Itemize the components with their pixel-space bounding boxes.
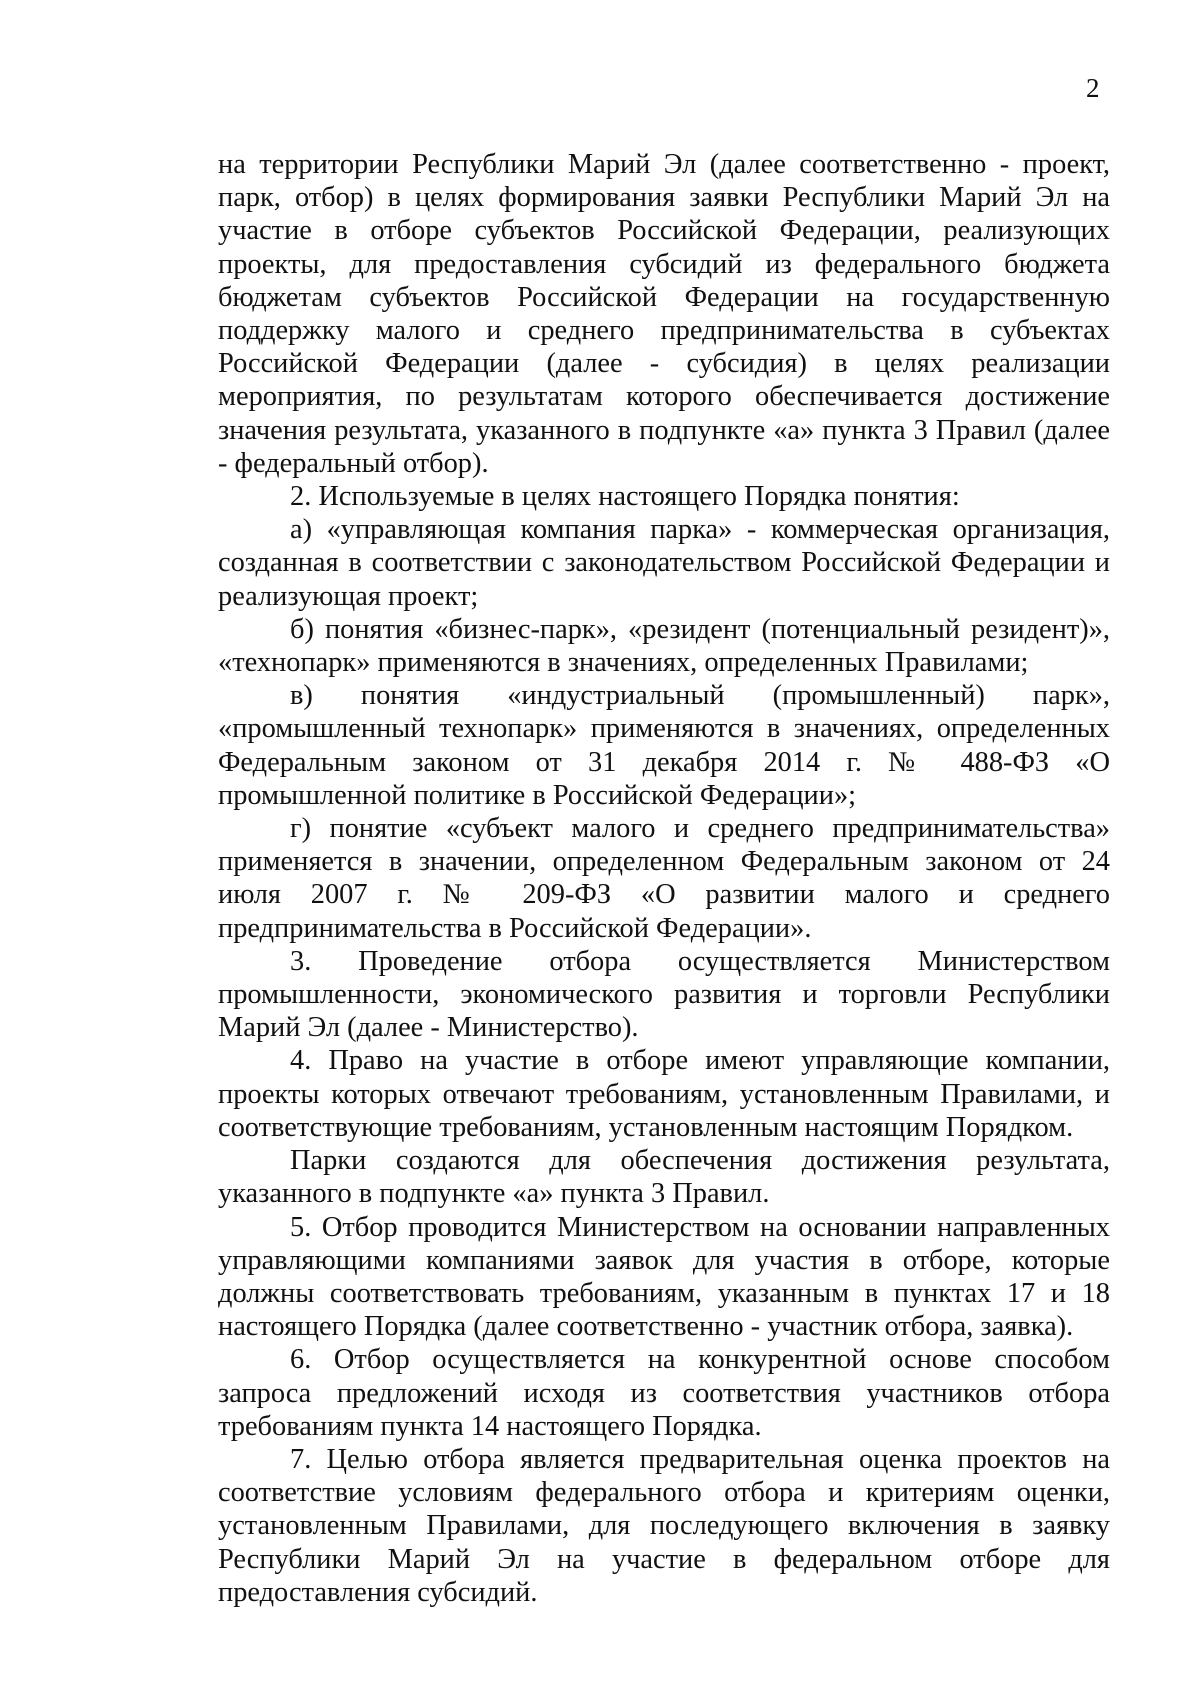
paragraph-subitem-g: г) понятие «субъект малого и среднего предпринимательства» применяется в значении, определенном Федеральным законом от 24 июля 2007 г. № 209-ФЗ «О развитии малого и среднего предпринимательства в Российской Федерации». (218, 813, 1110, 944)
paragraph-item-4-note: Парки создаются для обеспечения достижения результата, указанного в подпункте «а» пункта 3 Правил. (218, 1145, 1110, 1210)
paragraph-subitem-v: в) понятия «индустриальный (промышленный) парк», «промышленный технопарк» применяются в значениях, определенных Федеральным законом от 31 декабря 2014 г. № 488-ФЗ «О промышленной политике в Российской Федерации»; (218, 680, 1110, 811)
paragraph-item-3: 3. Проведение отбора осуществляется Министерством промышленности, экономического развития и торговли Республики Марий Эл (далее - Министерство). (218, 945, 1110, 1044)
paragraph-item-7: 7. Целью отбора является предварительная оценка проектов на соответствие условиям федерального отбора и критериям оценки, установленным Правилами, для последующего включения в заявку Республики Марий Эл на участие в федеральном отборе для предоставления субсидий. (218, 1443, 1110, 1608)
paragraph-subitem-a: а) «управляющая компания парка» - коммерческая организация, созданная в соответствии с законодательством Российской Федерации и реализующая проект; (218, 514, 1110, 612)
paragraph-subitem-b: б) понятия «бизнес-парк», «резидент (потенциальный резидент)», «технопарк» применяются в значениях, определенных Правилами; (218, 613, 1110, 679)
paragraph-item-4: 4. Право на участие в отборе имеют управляющие компании, проекты которых отвечают требованиям, установленным Правилами, и соответствующие требованиям, установленным настоящим Порядком. (218, 1045, 1110, 1143)
document-body (218, 148, 1110, 1609)
page-number: 2 (1086, 73, 1100, 103)
paragraph-item-2: 2. Используемые в целях настоящего Порядка понятия: (290, 481, 960, 513)
paragraph-item-5: 5. Отбор проводится Министерством на основании направленных управляющими компаниями заявок для участия в отборе, которые должны соответствовать требованиям, указанным в пунктах 17 и 18 настоящего Порядка (далее соответственно - участник отбора, заявка). (218, 1211, 1110, 1343)
paragraph-item-6: 6. Отбор осуществляется на конкурентной основе способом запроса предложений исходя из соответствия участников отбора требованиям пункта 14 настоящего Порядка. (218, 1344, 1110, 1442)
paragraph-continuation: на территории Республики Марий Эл (далее соответственно - проект, парк, отбор) в целях формирования заявки Республики Марий Эл на участие в отборе субъектов Российской Федерации, реализующих проекты, для предоставления субсидий из федерального бюджета бюджетам субъектов Российской Федерации на государственную поддержку малого и среднего предпринимательства в субъектах Российской Федерации (далее - субсидия) в целях реализации мероприятия, по результатам которого обеспечивается достижение значения результата, указанного в подпункте «а» пункта 3 Правил (далее - федеральный отбор). (218, 149, 1110, 479)
